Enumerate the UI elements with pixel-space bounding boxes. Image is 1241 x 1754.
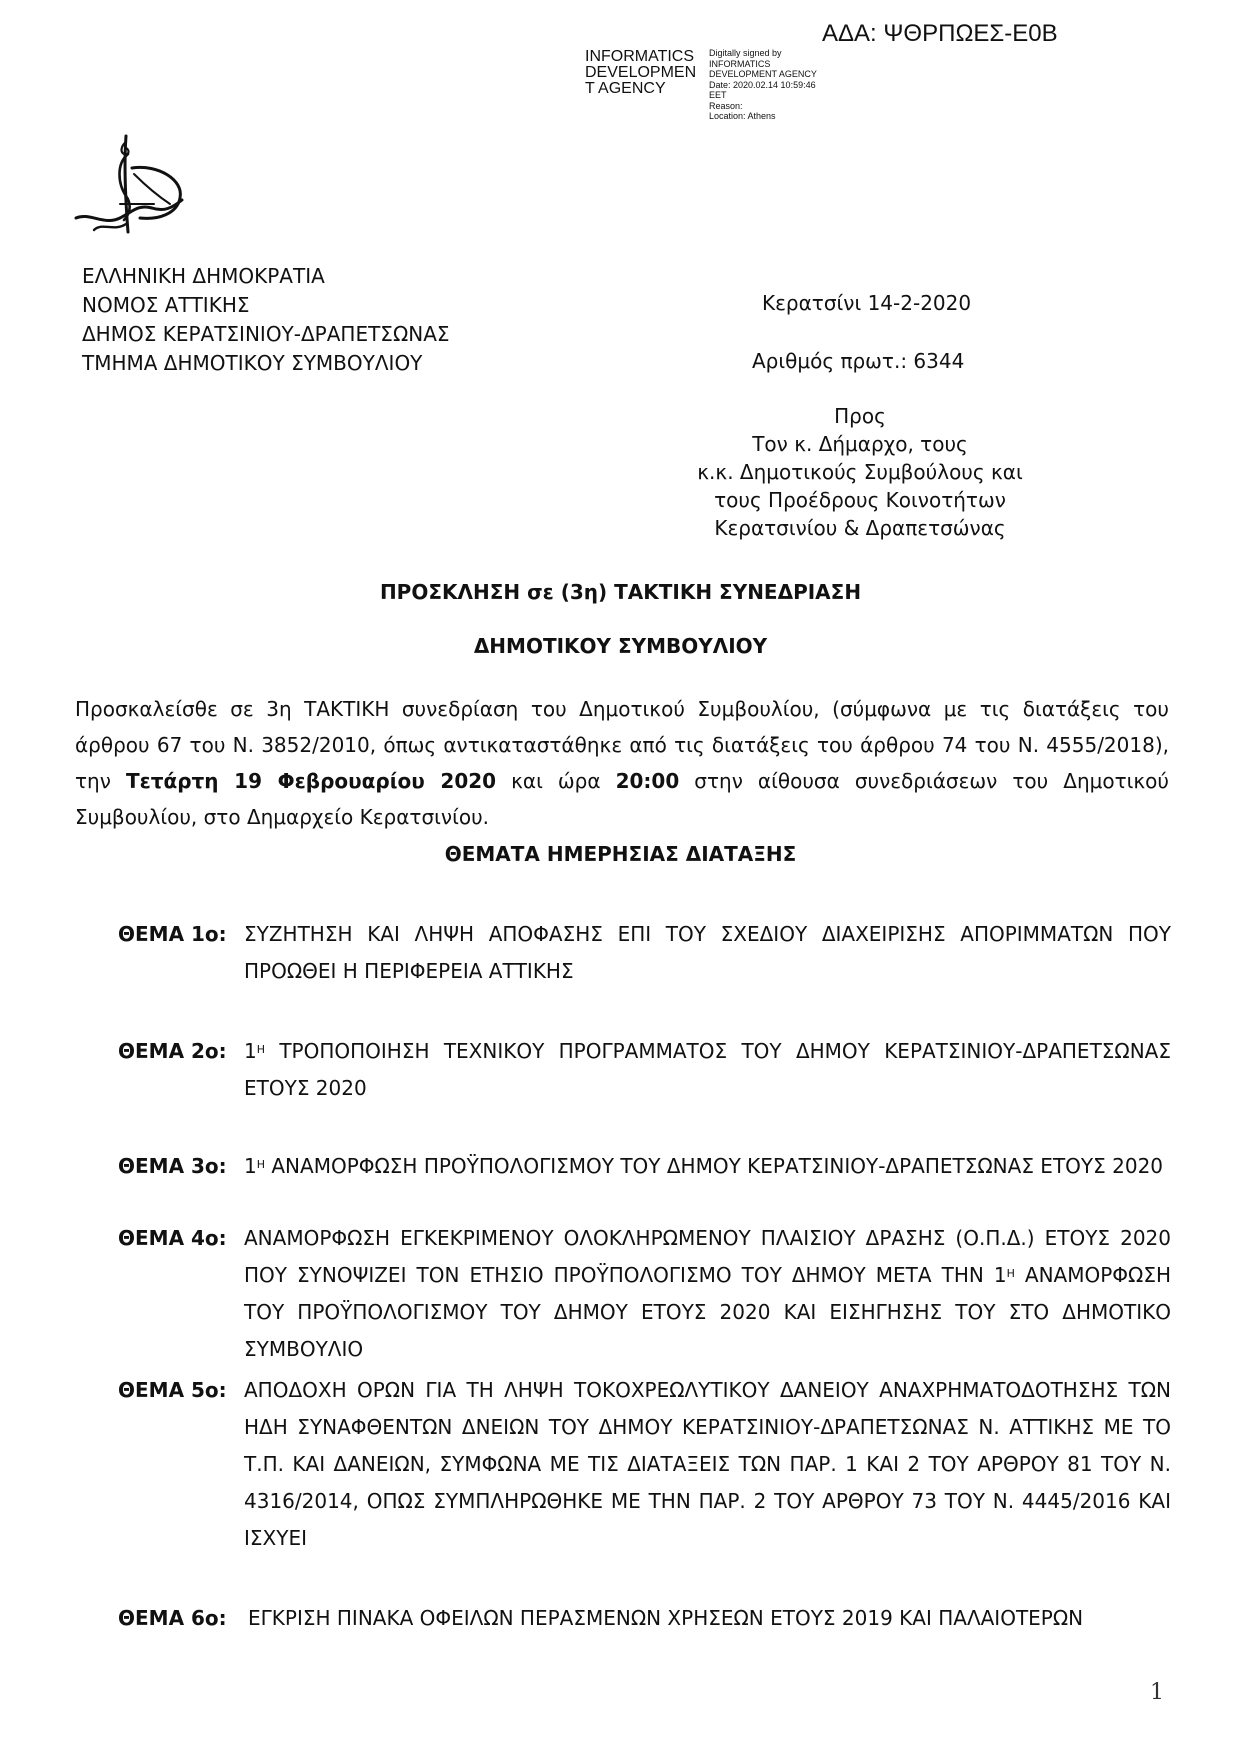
intro-text: στην αίθουσα συνεδριάσεων του Δημοτικού Συμβουλίου, στο Δημαρχείο Κερατσινίου. [75,769,1169,829]
agenda-item-text [244,1148,1171,1185]
signature-detail-line: DEVELOPMENT AGENCY [709,69,817,79]
signature-detail-line: Location: Athens [709,111,776,121]
ordinal-suffix: Η [1006,1267,1015,1280]
issuer-line: ΔΗΜΟΣ ΚΕΡΑΤΣΙΝΙΟΥ-ΔΡΑΠΕΤΣΩΝΑΣ [82,322,450,346]
ada-code: ΑΔΑ: ΨΘΡΠΩΕΣ-Ε0Β [822,20,1058,47]
recipient-line: κ.κ. Δημοτικούς Συμβούλους και [697,460,1023,484]
agenda-item-label: ΘΕΜΑ 3ο: [118,1154,227,1178]
meeting-date: Τετάρτη 19 Φεβρουαρίου 2020 [125,769,497,793]
recipient-line: Τον κ. Δήμαρχο, τους [752,432,968,456]
issuer-line: ΕΛΛΗΝΙΚΗ ΔΗΜΟΚΡΑΤΙΑ [82,264,325,288]
issuer-block [82,262,450,378]
intro-text: και ώρα [496,769,616,793]
document-title: ΠΡΟΣΚΛΗΣΗ σε (3η) ΤΑΚΤΙΚΗ ΣΥΝΕΔΡΙΑΣΗ [379,580,862,604]
document-subtitle: ΔΗΜΟΤΙΚΟΥ ΣΥΜΒΟΥΛΙΟΥ [473,634,768,658]
ordinal-number: 1 [244,1154,257,1178]
signature-details [709,48,817,122]
ordinal-number: 1 [244,1039,257,1063]
agenda-item [118,1600,1171,1637]
issuer-line: ΝΟΜΟΣ ΑΤΤΙΚΗΣ [82,293,250,317]
agenda-item-label: ΘΕΜΑ 6ο: [118,1606,227,1630]
ordinal-suffix: Η [256,1158,266,1171]
issuer-line: ΤΜΗΜΑ ΔΗΜΟΤΙΚΟΥ ΣΥΜΒΟΥΛΙΟΥ [82,351,423,375]
signature-detail-line: EET [709,90,727,100]
municipality-logo-icon [72,134,196,244]
signer-line: DEVELOPMEN [585,64,697,81]
ordinal-suffix: Η [256,1043,266,1056]
recipient-line: Κερατσινίου & Δραπετσώνας [714,516,1006,540]
agenda-item-label: ΘΕΜΑ 2ο: [118,1039,227,1063]
signature-signer [585,49,696,97]
agenda-item-text: ΣΥΖΗΤΗΣΗ ΚΑΙ ΛΗΨΗ ΑΠΟΦΑΣΗΣ ΕΠΙ ΤΟΥ ΣΧΕΔΙΟΥ ΔΙΑΧΕΙΡΙΣΗΣ ΑΠΟΡΙΜΜΑΤΩΝ ΠΟΥ ΠΡΟΩΘΕΙ Η ΠΕΡΙΦΕΡΕΙΑ ΑΤΤΙΚΗΣ [244,922,1171,983]
signer-line: T AGENCY [585,80,666,97]
page-number: 1 [1150,1680,1164,1705]
recipient-line: Προς [834,404,886,428]
agenda-item [118,1372,1171,1557]
agenda-item [118,1033,1171,1107]
agenda-item-label: ΘΕΜΑ 1ο: [118,922,227,946]
agenda-item-text [244,1033,1171,1107]
signer-line: INFORMATICS [585,48,695,65]
agenda-item-text: ΕΓΚΡΙΣΗ ΠΙΝΑΚΑ ΟΦΕΙΛΩΝ ΠΕΡΑΣΜΕΝΩΝ ΧΡΗΣΕΩΝ ΕΤΟΥΣ 2019 ΚΑΙ ΠΑΛΑΙΟΤΕΡΩΝ [248,1606,1084,1630]
signature-detail-line: Reason: [709,100,743,111]
agenda-item-text: ΑΠΟΔΟΧΗ ΟΡΩΝ ΓΙΑ ΤΗ ΛΗΨΗ ΤΟΚΟΧΡΕΩΛΥΤΙΚΟΥ ΔΑΝΕΙΟΥ ΑΝΑΧΡΗΜΑΤΟΔΟΤΗΣΗΣ ΤΩΝ ΗΔΗ ΣΥΝΑΦΘΕΝΤΩΝ ΔΝΕΙΩΝ ΤΟΥ ΔΗΜΟΥ ΚΕΡΑΤΣΙΝΙΟΥ-ΔΡΑΠΕΤΣΩΝΑΣ Ν. ΑΤΤΙΚΗΣ ΜΕ ΤΟ Τ.Π. ΚΑΙ ΔΑΝΕΙΩΝ, ΣΥΜΦΩΝΑ ΜΕ ΤΙΣ ΔΙΑΤΑΞΕΙΣ ΤΩΝ ΠΑΡ. 1 ΚΑΙ 2 ΤΟΥ ΑΡΘΡΟΥ 81 ΤΟΥ Ν. 4316/2014, ΟΠΩΣ ΣΥΜΠΛΗΡΩΘΗΚΕ ΜΕ ΤΗΝ ΠΑΡ. 2 ΤΟΥ ΑΡΘΡΟΥ 73 ΤΟΥ Ν. 4445/2016 ΚΑΙ ΙΣΧΥΕΙ [244,1378,1171,1550]
protocol-number: Αριθμός πρωτ.: 6344 [752,349,965,373]
agenda-item [118,1220,1171,1368]
agenda-item-body: ΑΝΑΜΟΡΦΩΣΗ ΤΟΥ ΠΡΟΫΠΟΛΟΓΙΣΜΟΥ ΤΟΥ ΔΗΜΟΥ ΕΤΟΥΣ 2020 ΚΑΙ ΕΙΣΗΓΗΣΗΣ ΤΟΥ ΣΤΟ ΔΗΜΟΤΙΚΟ ΣΥΜΒΟΥΛΙΟ [244,1263,1171,1361]
place-date: Κερατσίνι 14-2-2020 [762,291,972,315]
signature-detail-line: Digitally signed by [709,48,782,58]
intro-paragraph [75,691,1169,835]
signature-detail-line: INFORMATICS [709,58,771,69]
agenda-title: ΘΕΜΑΤΑ ΗΜΕΡΗΣΙΑΣ ΔΙΑΤΑΞΗΣ [444,842,797,866]
meeting-time: 20:00 [615,769,680,793]
agenda-item-body: ΤΡΟΠΟΠΟΙΗΣΗ ΤΕΧΝΙΚΟΥ ΠΡΟΓΡΑΜΜΑΤΟΣ ΤΟΥ ΔΗΜΟΥ ΚΕΡΑΤΣΙΝΙΟΥ-ΔΡΑΠΕΤΣΩΝΑΣ ΕΤΟΥΣ 2020 [244,1039,1171,1100]
agenda-item-body: ΑΝΑΜΟΡΦΩΣΗ ΠΡΟΫΠΟΛΟΓΙΣΜΟΥ ΤΟΥ ΔΗΜΟΥ ΚΕΡΑΤΣΙΝΙΟΥ-ΔΡΑΠΕΤΣΩΝΑΣ ΕΤΟΥΣ 2020 [265,1154,1164,1178]
agenda-item [118,916,1171,990]
signature-detail-line: Date: 2020.02.14 10:59:46 [709,79,816,90]
recipient-line: τους Προέδρους Κοινοτήτων [714,488,1006,512]
intro-text: Προσκαλείσθε σε 3η ΤΑΚΤΙΚΗ συνεδρίαση του Δημοτικού Συμβουλίου, (σύμφωνα με τις διατάξεις του άρθρου 67 του Ν. 3852/2010, όπως αντικαταστάθηκε από τις διατάξεις του άρθρου 74 του Ν. 4555/2018), την [75,697,1169,793]
agenda-item-text [244,1220,1171,1368]
recipients-block [680,402,1040,542]
agenda-item [118,1148,1171,1185]
agenda-item-label: ΘΕΜΑ 4ο: [118,1226,227,1250]
agenda-item-label: ΘΕΜΑ 5ο: [118,1378,227,1402]
agenda-item-body: ΑΝΑΜΟΡΦΩΣΗ ΕΓΚΕΚΡΙΜΕΝΟΥ ΟΛΟΚΛΗΡΩΜΕΝΟΥ ΠΛΑΙΣΙΟΥ ΔΡΑΣΗΣ (Ο.Π.Δ.) ΕΤΟΥΣ 2020 ΠΟΥ ΣΥΝΟΨΙΖΕΙ ΤΟΝ ΕΤΗΣΙΟ ΠΡΟΫΠΟΛΟΓΙΣΜΟ ΤΟΥ ΔΗΜΟΥ ΜΕΤΑ ΤΗΝ 1 [244,1226,1171,1287]
